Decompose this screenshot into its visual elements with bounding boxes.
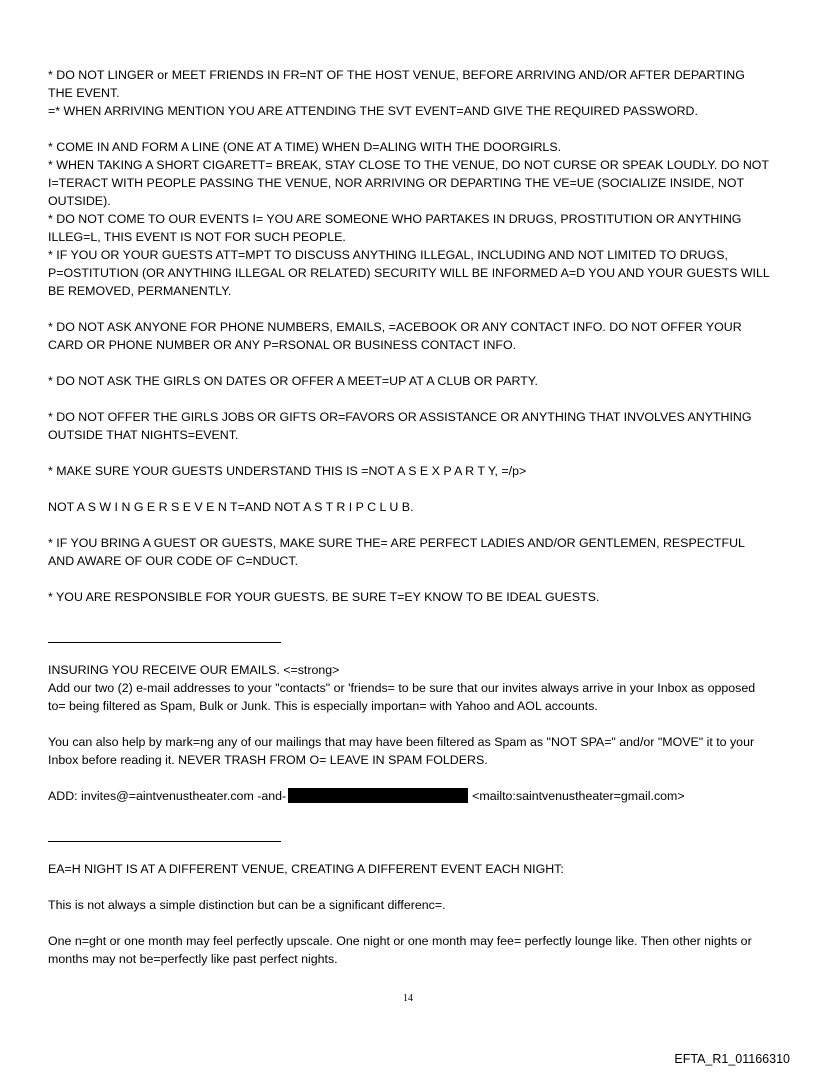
emails-heading: INSURING YOU RECEIVE OUR EMAILS. <=strong> bbox=[48, 663, 340, 677]
rule-paragraph: * IF YOU BRING A GUEST OR GUESTS, MAKE SURE THE= ARE PERFECT LADIES AND/OR GENTLEMEN, RESPECTFUL AND AWARE OF OUR CODE OF C=NDUCT. bbox=[48, 536, 745, 568]
document-id: EFTA_R1_01166310 bbox=[674, 1052, 790, 1066]
add-line bbox=[48, 787, 772, 805]
venue-paragraph: This is not always a simple distinction but can be a significant differenc=. bbox=[48, 898, 446, 912]
rule-paragraph: * YOU ARE RESPONSIBLE FOR YOUR GUESTS. BE SURE T=EY KNOW TO BE IDEAL GUESTS. bbox=[48, 590, 600, 604]
add-suffix: <mailto:saintvenustheater=gmail.com> bbox=[472, 789, 685, 803]
redaction-block bbox=[288, 788, 468, 803]
page-number: 14 bbox=[403, 993, 413, 1004]
emails-paragraph: You can also help by mark=ng any of our mailings that may have been filtered as Spam as "NOT SPA=" and/or "MOVE" it to your Inbox before reading it. NEVER TRASH FROM O= LEAVE IN SPAM FOLDERS. bbox=[48, 735, 755, 767]
venue-paragraph: One n=ght or one month may feel perfectly upscale. One night or one month may fee= perfectly lounge like. Then other nights or months may not be=perfectly like past perfect nights. bbox=[48, 934, 752, 966]
add-prefix: ADD: invites@=aintvenustheater.com -and- bbox=[48, 789, 287, 803]
rule-paragraph: * DO NOT OFFER THE GIRLS JOBS OR GIFTS OR=FAVORS OR ASSISTANCE OR ANYTHING THAT INVOLVES ANYTHING OUTSIDE THAT NIGHTS=EVENT. bbox=[48, 410, 752, 442]
rule-paragraph: * COME IN AND FORM A LINE (ONE AT A TIME) WHEN D=ALING WITH THE DOORGIRLS. bbox=[48, 140, 562, 154]
rule-paragraph: * MAKE SURE YOUR GUESTS UNDERSTAND THIS IS =NOT A S E X P A R T Y, =/p> bbox=[48, 464, 527, 478]
document-body bbox=[48, 66, 772, 968]
rule-paragraph: * IF YOU OR YOUR GUESTS ATT=MPT TO DISCUSS ANYTHING ILLEGAL, INCLUDING AND NOT LIMITED TO DRUGS, P=OSTITUTION (OR ANYTHING ILLEGAL OR RELATED) SECURITY WILL BE INFORMED A=D YOU AND YOUR GUESTS WILL BE REMOVED, PERMANENTLY. bbox=[48, 248, 770, 298]
rule-paragraph: =* WHEN ARRIVING MENTION YOU ARE ATTENDING THE SVT EVENT=AND GIVE THE REQUIRED PASSWORD. bbox=[48, 104, 698, 118]
rule-paragraph: * WHEN TAKING A SHORT CIGARETT= BREAK, STAY CLOSE TO THE VENUE, DO NOT CURSE OR SPEAK LOUDLY. DO NOT I=TERACT WITH PEOPLE PASSING THE VENUE, NOR ARRIVING OR DEPARTING THE VE=UE (SOCIALIZE INSIDE, NOT OUTSIDE). bbox=[48, 158, 769, 208]
venue-heading: EA=H NIGHT IS AT A DIFFERENT VENUE, CREATING A DIFFERENT EVENT EACH NIGHT: bbox=[48, 862, 564, 876]
rule-paragraph: * DO NOT COME TO OUR EVENTS I= YOU ARE SOMEONE WHO PARTAKES IN DRUGS, PROSTITUTION OR ANYTHING ILLEG=L, THIS EVENT IS NOT FOR SUCH PEOPLE. bbox=[48, 212, 742, 244]
rule-paragraph: * DO NOT LINGER or MEET FRIENDS IN FR=NT OF THE HOST VENUE, BEFORE ARRIVING AND/OR AFTER DEPARTING THE EVENT. bbox=[48, 68, 745, 100]
rule-paragraph: NOT A S W I N G E R S E V E N T=AND NOT A S T R I P C L U B. bbox=[48, 500, 414, 514]
rule-paragraph: * DO NOT ASK ANYONE FOR PHONE NUMBERS, EMAILS, =ACEBOOK OR ANY CONTACT INFO. DO NOT OFFER YOUR CARD OR PHONE NUMBER OR ANY P=RSONAL OR BUSINESS CONTACT INFO. bbox=[48, 320, 742, 352]
rule-paragraph: * DO NOT ASK THE GIRLS ON DATES OR OFFER A MEET=UP AT A CLUB OR PARTY. bbox=[48, 374, 538, 388]
emails-paragraph: Add our two (2) e-mail addresses to your "contacts" or 'friends= to be sure that our invites always arrive in your Inbox as opposed to= being filtered as Spam, Bulk or Junk. This is especially importan= with Yahoo and AOL accounts. bbox=[48, 681, 756, 713]
